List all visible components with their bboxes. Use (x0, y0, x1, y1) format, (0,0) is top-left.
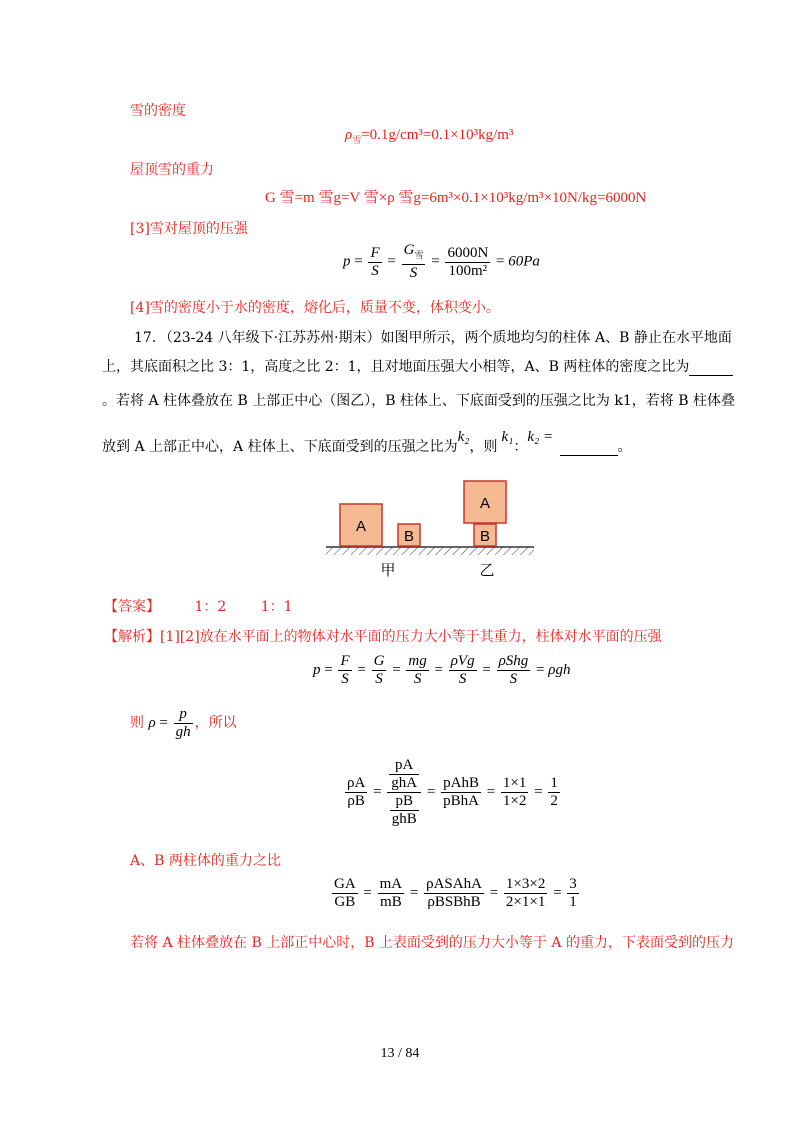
analysis-intro: 【解析】[1][2]放在水平面上的物体对水平面的压力大小等于其重力，柱体对水平面的压强 (104, 629, 662, 645)
block-a-jia-label: A (355, 518, 367, 535)
answer-blank-1 (689, 361, 733, 376)
page-number: 13 / 84 (380, 1046, 420, 1061)
density-ratio-equation: $\frac{\rho A}{\rho B}$ = $\frac{\frac{pA}{\text{ghA}}}{\frac{pB}{\text{ghB}}}$ = $\frac{\text{pAhB}}{\text{pBhA}}$ = $\frac{1\times 1}{1\times 2}$ = $\frac{1}{2}$ (347, 757, 558, 827)
question-17-line-3: 。若将 A 柱体叠放在 B 上部正中心（图乙），B 柱体上、下底面受到的压强之比为 k1，若将 B 柱体叠 (102, 393, 735, 409)
ground-hatch (326, 547, 534, 555)
analysis-label: 【解析】 (104, 629, 160, 645)
roof-gravity-label: 屋顶雪的重力 (130, 162, 214, 178)
blocks-figure (320, 475, 540, 585)
answer-label: 【答案】 (104, 599, 160, 615)
question-17-line-4: 放到 A 上部正中心，A 柱体上、下底面受到的压强之比为k₂，则k₁：k₂ = 。 (102, 429, 632, 455)
caption-yi: 乙 (479, 561, 495, 579)
block-b-jia-label: B (403, 528, 415, 545)
question-17-line-2: 上，其底面积之比 3：1，高度之比 2：1，且对地面压强大小相等，A、B 两柱体的密度之比为 (102, 356, 733, 376)
question-17-line-1: 17．（23-24 八年级下·江苏苏州·期末）如图甲所示，两个质地均匀的柱体 A、B 静止在水平地面 (134, 330, 732, 346)
pressure-equation: p = $\frac{F}{S}$ = $\frac{G_雪}{S}$ = $\frac{6000N}{\text{100m²}}$ = 60Pa (343, 242, 540, 281)
stack-note: 若将 A 柱体叠放在 B 上部正中心时，B 上表面受到的压力大小等于 A 的重力，下表面受到的压力 (130, 935, 734, 951)
melt-note: [4]雪的密度小于水的密度，熔化后，质量不变，体积变小。 (130, 300, 500, 316)
gravity-equation: G 雪=m 雪g=V 雪×ρ 雪g=6m³×0.1×10³kg/m³×10N/kg=6000N (265, 190, 647, 206)
block-b-yi-label: B (479, 528, 491, 545)
pressure-derivation: p = $\frac{F}{S}$ = $\frac{G}{S}$ = $\frac{mg}{S}$ = $\frac{\text{ρVg}}{S}$ = $\frac{\text{ρShg}}{S}$ = ρgh (313, 653, 571, 687)
caption-jia: 甲 (380, 561, 396, 579)
gravity-ratio-equation: $\frac{GA}{GB}$ = $\frac{mA}{mB}$ = $\frac{\text{ρASAhA}}{\text{ρBSBhB}}$ = $\frac{1\times 3\times 2}{2\times 1\times 1}$ = $\frac{3}{1}$ (334, 876, 577, 910)
block-a-yi-label: A (479, 495, 491, 512)
answer-1: 1：2 (194, 599, 227, 615)
gravity-ratio-label: A、B 两柱体的重力之比 (130, 853, 281, 869)
snow-density-label: 雪的密度 (130, 103, 186, 119)
pressure-label: [3]雪对屋顶的压强 (130, 221, 248, 237)
answer-blank-2 (560, 441, 618, 456)
answer-line (104, 596, 293, 616)
then-rho-line: 则 ρ = $\frac{p}{gh}$ ，所以 (130, 706, 237, 740)
answer-2: 1：1 (260, 599, 293, 615)
snow-density-equation: $\rho_雪=0.1g/cm^3=0.1\times 10^3kg/m^3$ (345, 127, 514, 145)
